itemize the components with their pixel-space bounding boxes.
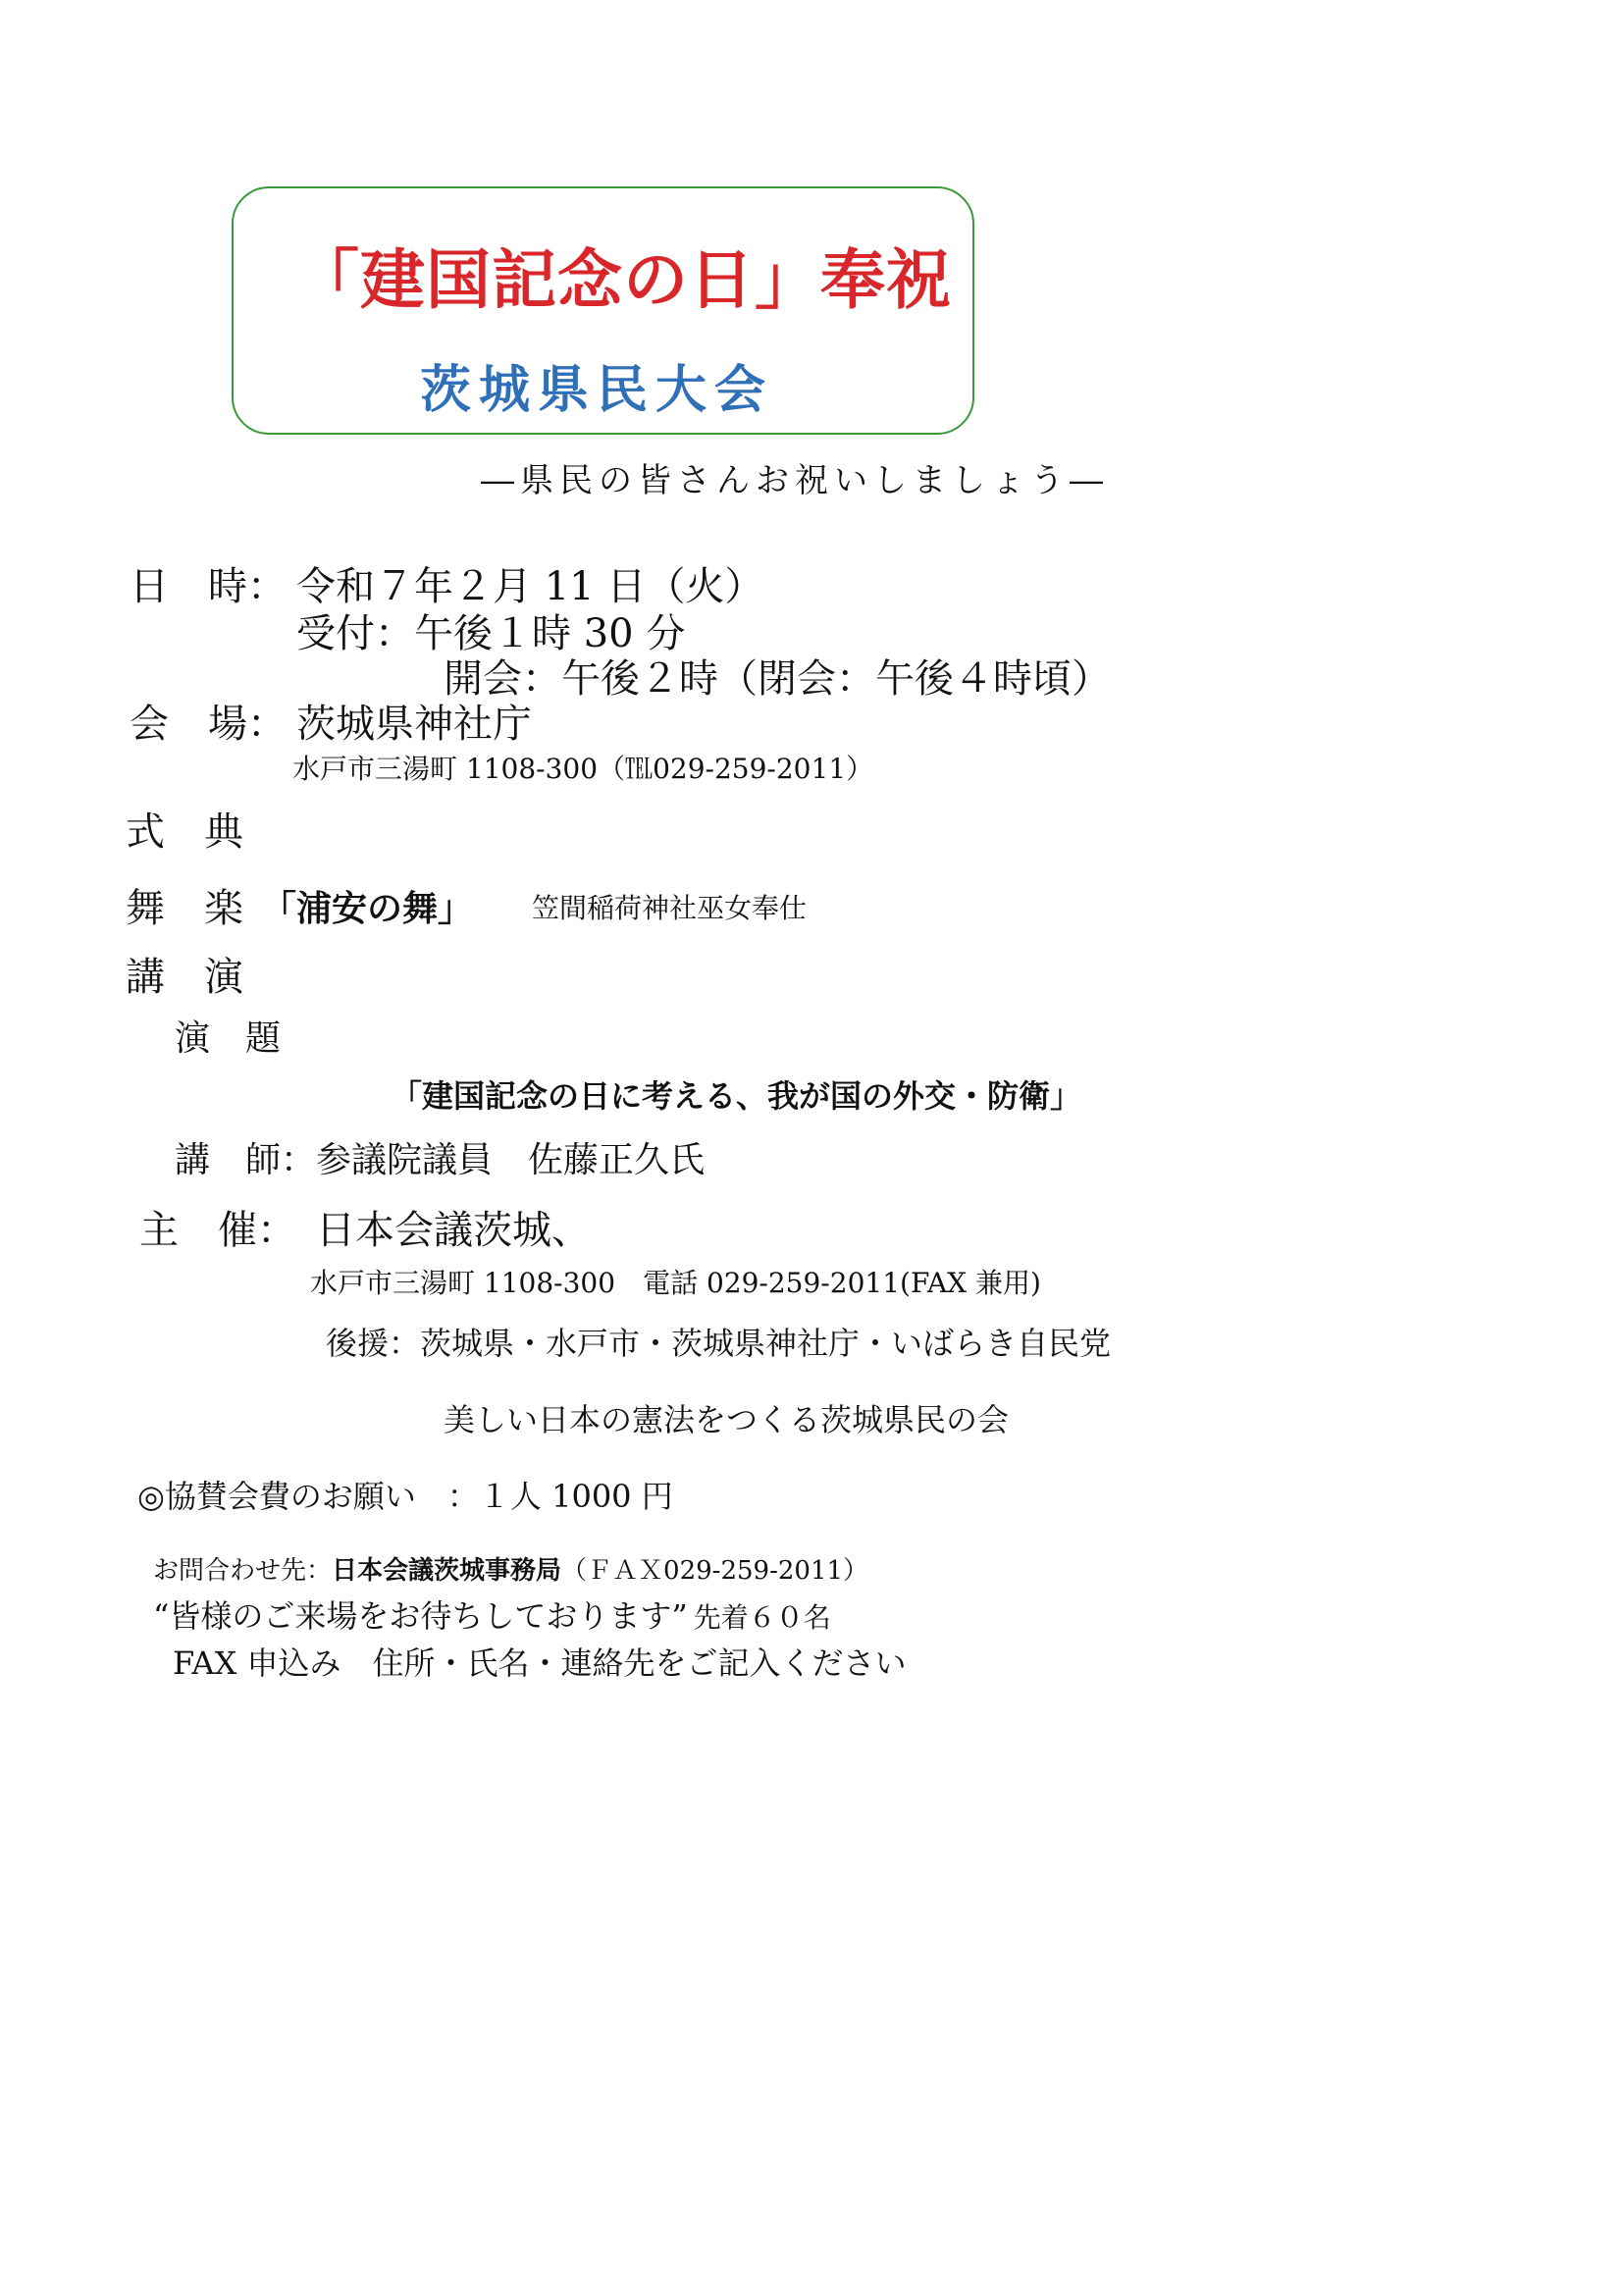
contact-fax: （ＦＡＸ029-259-2011）	[561, 1556, 869, 1586]
lecture-speaker: 講 師：参議院議員 佐藤正久氏	[175, 1140, 706, 1180]
reception-time: 受付：午後１時 30 分	[296, 611, 686, 656]
dance-heading: 舞 楽	[126, 886, 243, 931]
organizer-address: 水戸市三湯町 1108-300 電話 029-259-2011(FAX 兼用)	[310, 1267, 1041, 1299]
date-label: 日 時：	[130, 564, 287, 609]
date-value: 令和７年２月 11 日（火）	[296, 564, 764, 609]
topic-label: 演 題	[175, 1018, 282, 1059]
lecture-topic: 「建国記念の日に考える、我が国の外交・防衛」	[391, 1077, 1082, 1115]
venue-address: 水戸市三湯町 1108-300（℡029-259-2011）	[292, 753, 874, 785]
ceremony-heading: 式 典	[126, 809, 243, 855]
support-list: 後援：茨城県・水戸市・茨城県神社庁・いばらき自民党	[326, 1325, 1112, 1362]
contact-label: お問合わせ先：	[153, 1556, 333, 1586]
co-organizer: 美しい日本の憲法をつくる茨城県民の会	[444, 1401, 1010, 1438]
organizer-label: 主 催：	[139, 1208, 296, 1253]
capacity: 先着６０名	[693, 1601, 831, 1634]
sponsor-fee: ◎協賛会費のお願い ：１人 1000 円	[137, 1478, 673, 1515]
dance-title: 「浦安の舞」	[261, 888, 474, 929]
dance-performer: 笠間稲荷神社巫女奉仕	[532, 892, 808, 924]
fax-application: FAX 申込み 住所・氏名・連絡先をご記入ください	[173, 1644, 907, 1682]
event-subtitle: 茨城県民大会	[420, 360, 774, 420]
contact-org: 日本会議茨城事務局	[332, 1556, 562, 1586]
venue-label: 会 場：	[130, 702, 287, 747]
welcome-message: “皆様のご来場をお待ちしております”	[153, 1597, 688, 1635]
lecture-heading: 講 演	[126, 955, 243, 1000]
event-title: 「建国記念の日」奉祝	[294, 242, 952, 318]
organizer-name: 日本会議茨城、	[316, 1208, 591, 1253]
tagline: ―県民の皆さんお祝いしましょう―	[481, 461, 1109, 500]
opening-time: 開会：午後２時（閉会：午後４時頃）	[444, 656, 1111, 702]
venue-name: 茨城県神社庁	[296, 702, 532, 747]
